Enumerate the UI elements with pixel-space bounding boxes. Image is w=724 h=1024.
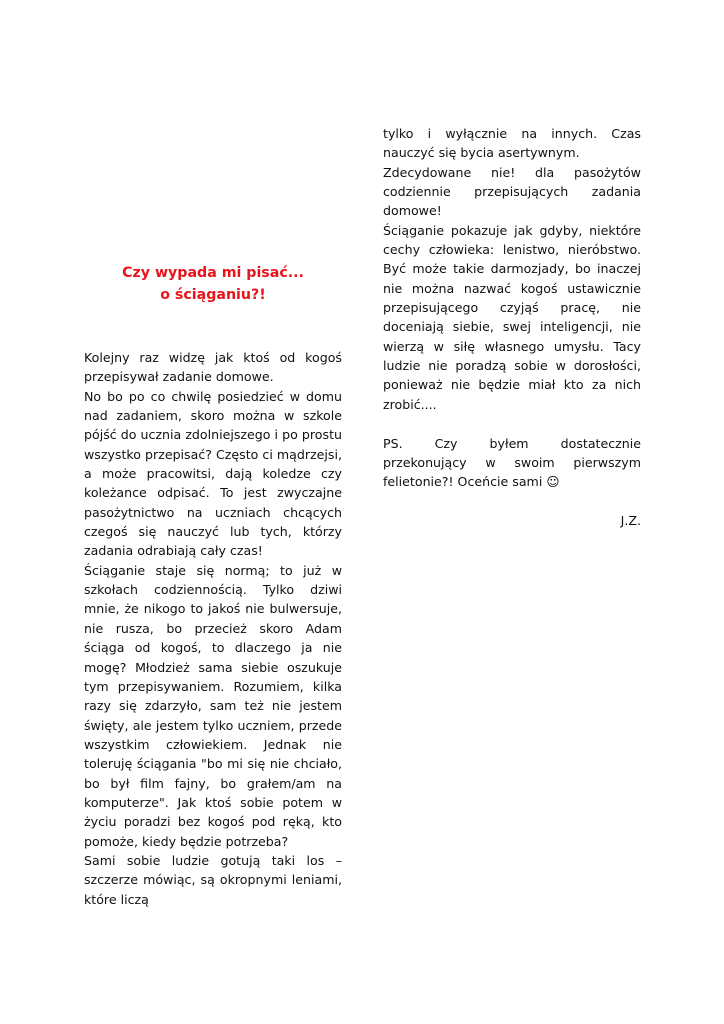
paragraph-traits: Ściąganie pokazuje jak gdyby, niektóre cechy człowieka: lenistwo, nieróbstwo. Być może takie darmozjady, bo inaczej nie można nazwać kogoś ustawicznie przepisującego czyjąś pracę, nie doceniają siebie, swej inteligencji, nie wierzą w siłę własnego umysłu. Tacy ludzie nie poradzą sobie w dorosłości, ponieważ nie będzie miał kto za nich zrobić.... bbox=[383, 222, 641, 412]
title-line-1: Czy wypada mi pisać... bbox=[122, 265, 304, 281]
paragraph-intro: Kolejny raz widzę jak ktoś od kogoś przepisywał zadanie domowe. bbox=[84, 350, 342, 385]
paragraph-continuation: tylko i wyłącznie na innych. Czas nauczyć się bycia asertywnym. bbox=[383, 126, 641, 161]
left-column bbox=[84, 348, 342, 909]
postscript: PS. Czy byłem dostatecznie przekonujący w swoim pierwszym felietonie?! Oceńcie sami ☺ bbox=[383, 435, 641, 490]
title-line-2: o ściąganiu?! bbox=[160, 287, 266, 303]
paragraph-gap bbox=[383, 414, 641, 433]
signature-gap bbox=[383, 492, 641, 511]
paragraph-lazy-people: Sami sobie ludzie gotują taki los – szczerze mówiąc, są okropnymi leniami, które liczą bbox=[84, 852, 342, 907]
author-signature: J.Z. bbox=[620, 512, 641, 528]
paragraph-decisive-no: Zdecydowane nie! dla pasożytów codziennie przepisujących zadania domowe! bbox=[383, 164, 641, 219]
paragraph-homework: No bo po co chwilę posiedzieć w domu nad zadaniem, skoro można w szkole pójść do ucznia zdolniejszego i po prostu wszystko przepisać? Często ci mądrzejsi, a może pracowitsi, dają koledze czy koleżance odpisać. To jest zwyczajne pasożytnictwo na uczniach chcących czegoś się nauczyć lub tych, którzy zadania odrabiają cały czas! bbox=[84, 388, 342, 559]
article-title bbox=[84, 262, 342, 306]
right-column bbox=[383, 124, 641, 530]
paragraph-cheating-norm: Ściąganie staje się normą; to już w szkołach codziennością. Tylko dziwi mnie, że nikogo to jakoś nie bulwersuje, nie rusza, bo przecież skoro Adam ściąga od kogoś, to dlaczego ja nie mogę? Młodzież sama siebie oszukuje tym przepisywaniem. Rozumiem, kilka razy się zdarzyło, sam też nie jestem święty, ale jestem tylko uczniem, przede wszystkim człowiekiem. Jednak nie toleruję ściągania "bo mi się nie chciało, bo był film fajny, bo grałem/am na komputerze". Jak ktoś sobie potem w życiu poradzi bez kogoś pod ręką, kto pomoże, kiedy będzie potrzeba? bbox=[84, 562, 342, 849]
